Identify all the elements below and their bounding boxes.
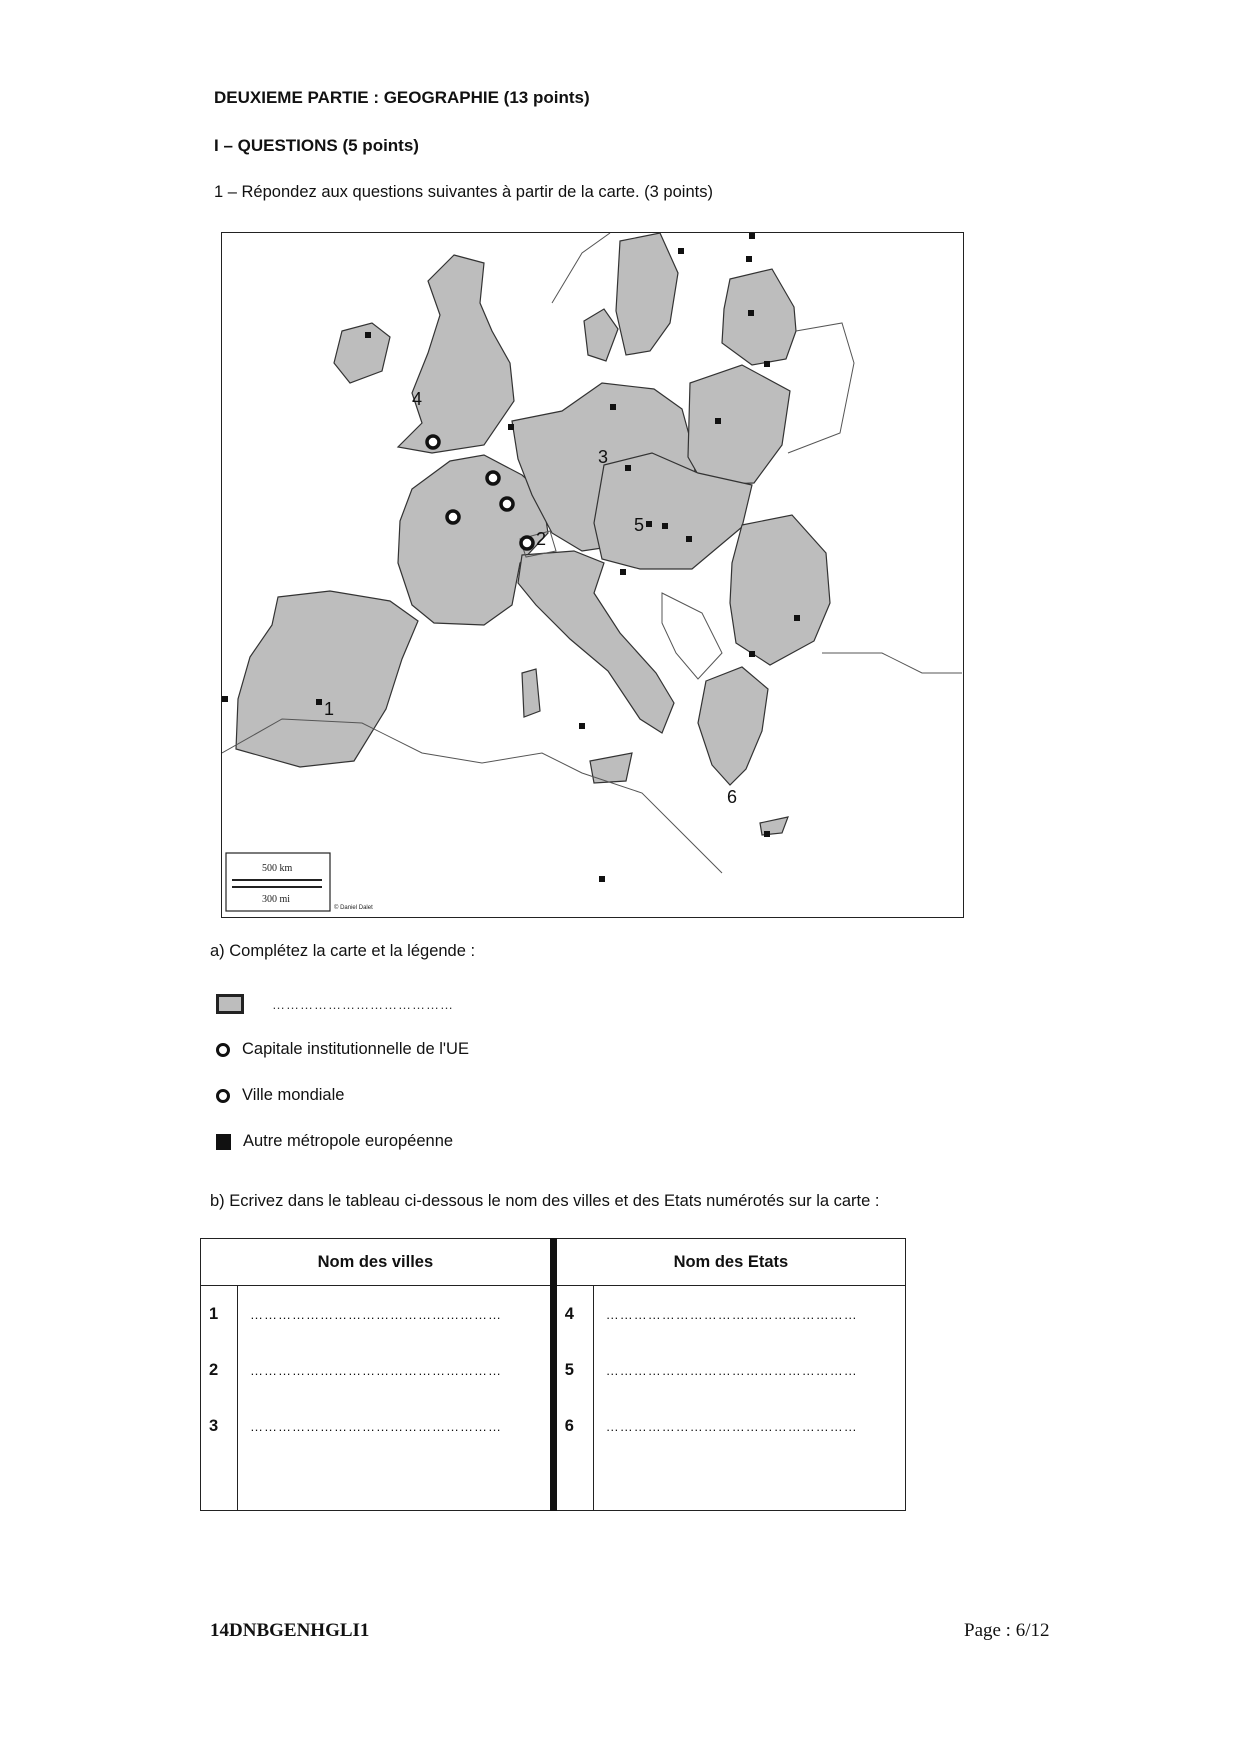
answer-field[interactable]: ……………………………………………… (238, 1286, 554, 1343)
scale-km: 500 km (262, 863, 293, 874)
city-square (764, 361, 770, 367)
answer-field[interactable]: ……………………………………………… (593, 1342, 905, 1398)
sicily-shape (590, 753, 632, 783)
circle-icon (216, 1089, 230, 1103)
city-square (508, 424, 514, 430)
great-britain-shape (398, 255, 514, 453)
eastern-outline (788, 323, 854, 453)
section-title: I – QUESTIONS (5 points) (214, 136, 419, 155)
question-1-text: 1 – Répondez aux questions suivantes à partir de la carte. (3 points) (214, 183, 713, 201)
legend-row-ville (216, 1086, 344, 1105)
row-number: 2 (201, 1342, 238, 1398)
legend-row-blank (216, 994, 454, 1014)
norway-outline (552, 233, 610, 303)
question-b-text: b) Ecrivez dans le tableau ci-dessous le nom des villes et des Etats numérotés sur la carte : (210, 1192, 880, 1210)
legend-grey-swatch (216, 994, 244, 1014)
ireland-shape (334, 323, 390, 383)
row-number: 1 (201, 1286, 238, 1343)
table-row (201, 1342, 906, 1398)
map-label-5: 5 (634, 515, 645, 535)
legend-metropole-label: Autre métropole européenne (243, 1132, 454, 1150)
city-square (610, 404, 616, 410)
baltics-shape (722, 269, 796, 365)
legend-capitale-label: Capitale institutionnelle de l'UE (242, 1040, 469, 1058)
table-row (201, 1454, 906, 1511)
italy-shape (518, 551, 674, 733)
page-number: Page : 6/12 (964, 1620, 1050, 1641)
part-title: DEUXIEME PARTIE : GEOGRAPHIE (13 points) (214, 88, 590, 107)
map-label-2: 2 (536, 529, 547, 549)
question-a-text: a) Complétez la carte et la légende : (210, 942, 476, 960)
legend-ville-label: Ville mondiale (242, 1086, 345, 1104)
circle-marker (501, 498, 513, 510)
table-header-row (201, 1239, 906, 1286)
circle-marker (487, 472, 499, 484)
poland-shape (688, 365, 790, 485)
sardinia-shape (522, 669, 540, 717)
city-square (662, 523, 668, 529)
row-number: 6 (553, 1398, 593, 1454)
answer-field[interactable]: ……………………………………………… (238, 1342, 554, 1398)
legend-blank-field[interactable]: ………………………………… (272, 996, 454, 1012)
sweden-shape (616, 233, 678, 355)
table-row (201, 1398, 906, 1454)
circle-marker (447, 511, 459, 523)
city-square (222, 696, 228, 702)
europe-map-drawing (222, 233, 963, 917)
city-square (749, 651, 755, 657)
city-square (316, 699, 322, 705)
circle-marker (427, 436, 439, 448)
map-credit: © Daniel Dalet (334, 905, 373, 911)
map-label-6: 6 (727, 787, 738, 807)
answer-field[interactable]: ……………………………………………… (238, 1398, 554, 1454)
map-label-3: 3 (598, 447, 609, 467)
table-row (201, 1286, 906, 1343)
romania-bulgaria-shape (730, 515, 830, 665)
answer-field[interactable]: ……………………………………………… (593, 1398, 905, 1454)
scale-bar (226, 853, 373, 911)
city-square (749, 233, 755, 239)
city-square (620, 569, 626, 575)
legend-row-metropole (216, 1132, 453, 1151)
iberia-shape (236, 591, 418, 767)
map-label-4: 4 (412, 389, 423, 409)
europe-map (221, 232, 964, 918)
legend-row-capitale (216, 1040, 469, 1059)
header-etats: Nom des Etats (553, 1239, 905, 1286)
denmark-shape (584, 309, 618, 361)
turkey-outline (822, 653, 962, 673)
row-number: 5 (553, 1342, 593, 1398)
square-icon (216, 1134, 231, 1150)
answer-table (200, 1238, 906, 1511)
circle-marker (521, 537, 533, 549)
city-square (678, 248, 684, 254)
greece-shape (698, 667, 768, 785)
city-square (599, 876, 605, 882)
circle-icon (216, 1043, 230, 1057)
city-square (579, 723, 585, 729)
city-square (748, 310, 754, 316)
answer-field[interactable]: ……………………………………………… (593, 1286, 905, 1343)
row-number: 3 (201, 1398, 238, 1454)
city-square (686, 536, 692, 542)
city-square (794, 615, 800, 621)
scale-mi: 300 mi (262, 894, 291, 905)
city-square (715, 418, 721, 424)
document-code: 14DNBGENHGLI1 (210, 1620, 370, 1641)
city-square (764, 831, 770, 837)
city-square (625, 465, 631, 471)
map-label-1: 1 (324, 699, 335, 719)
city-square (365, 332, 371, 338)
city-square (646, 521, 652, 527)
city-square (746, 256, 752, 262)
balkans-outline (662, 593, 722, 679)
row-number: 4 (553, 1286, 593, 1343)
header-villes: Nom des villes (201, 1239, 554, 1286)
